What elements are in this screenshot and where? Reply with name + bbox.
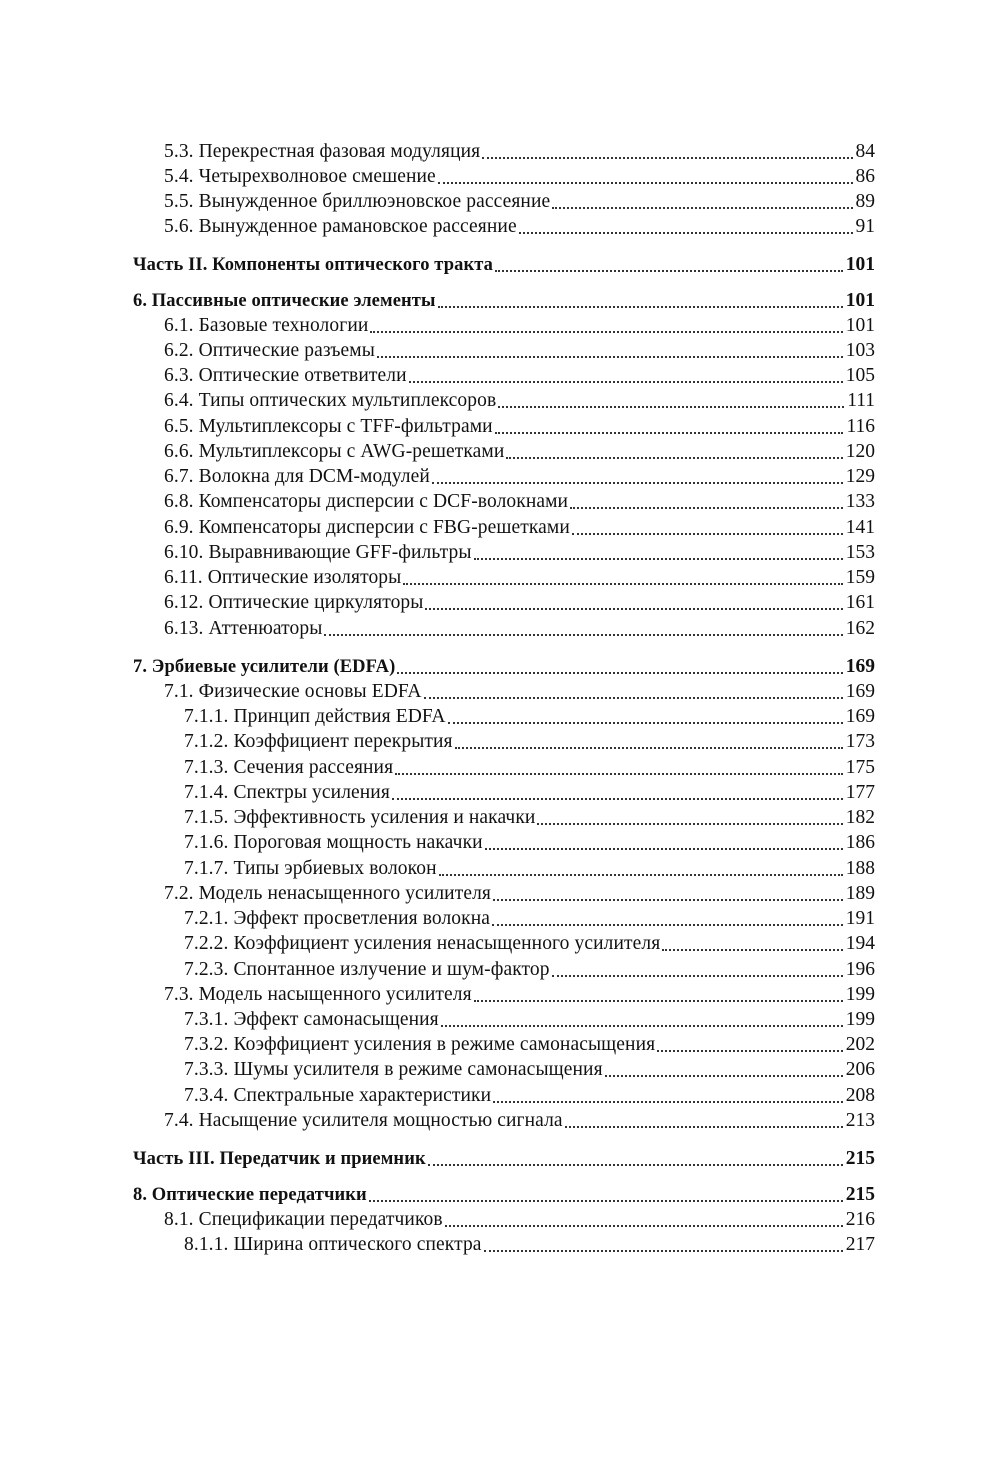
toc-entry-page: 215 [845,1148,875,1169]
toc-entry-title: 6.9. Компенсаторы дисперсии с FBG-решетками [164,517,570,538]
toc-entry-title: 5.4. Четырехволновое смешение [164,166,436,187]
toc-entry [184,932,875,956]
toc-entry-page: 91 [855,216,875,237]
toc-entry-title: 7.3.4. Спектральные характеристики [184,1085,492,1106]
toc-entry [133,253,875,277]
toc-entry-page: 86 [855,166,875,187]
toc-entry-title: 6.3. Оптические ответвители [164,365,407,386]
toc-entry-page: 101 [845,254,875,275]
toc-entry [164,339,875,363]
toc-entry [184,1233,875,1257]
toc-entry-title: 8. Оптические передатчики [133,1185,367,1205]
toc-entry-page: 162 [845,618,875,639]
dot-leader [492,924,843,926]
dot-leader [432,482,843,484]
toc-entry-title: 5.3. Перекрестная фазовая модуляция [164,141,481,162]
toc-entry-title: 7.1.2. Коэффициент перекрытия [184,731,453,752]
toc-entry-page: 129 [845,466,875,487]
toc-entry-title: 6.4. Типы оптических мультиплексоров [164,390,497,411]
toc-entry [164,490,875,514]
toc-entry [164,617,875,641]
dot-leader [657,1050,843,1052]
toc-entry-title: 6.13. Аттенюаторы [164,618,323,639]
dot-leader [448,722,843,724]
toc-entry [164,1208,875,1232]
dot-leader [395,773,843,775]
dot-leader [397,672,842,674]
dot-leader [425,608,842,610]
toc-entry-title: 6.8. Компенсаторы дисперсии с DCF-волокнами [164,491,569,512]
toc-entry-page: 194 [845,933,875,954]
toc-entry [164,983,875,1007]
toc-entry-title: 7.1.4. Спектры усиления [184,782,390,803]
toc-entry [184,857,875,881]
dot-leader [484,1250,843,1252]
toc-entry [133,655,875,679]
toc-entry [164,314,875,338]
dot-leader [498,406,844,408]
toc-entry [184,781,875,805]
toc-entry-page: 159 [845,567,875,588]
toc-entry-page: 191 [845,908,875,929]
toc-entry-page: 161 [845,592,875,613]
toc-entry-title: 7.2.3. Спонтанное излучение и шум-фактор [184,959,550,980]
dot-leader [445,1225,843,1227]
toc-entry [164,415,875,439]
toc-entry-title: 7.3.2. Коэффициент усиления в режиме самонасыщения [184,1034,656,1055]
dot-leader [403,583,842,585]
toc-entry [164,566,875,590]
toc-entry-title: 7.4. Насыщение усилителя мощностью сигнала [164,1110,563,1131]
toc-entry-page: 169 [845,681,875,702]
toc-entry-title: 6.12. Оптические циркуляторы [164,592,424,613]
dot-leader [482,157,852,159]
toc-entry-title: 7. Эрбиевые усилители (EDFA) [133,657,396,677]
toc-entry [133,1183,875,1207]
dot-leader [552,207,852,209]
toc-entry [164,440,875,464]
dot-leader [495,270,843,272]
toc-entry [133,289,875,313]
toc-entry-title: 6.5. Мультиплексоры с TFF-фильтрами [164,416,493,437]
dot-leader [369,1200,843,1202]
toc-entry-title: 7.1.7. Типы эрбиевых волокон [184,858,437,879]
toc-entry [164,215,875,239]
toc-entry-title: 7.2.2. Коэффициент усиления ненасыщенного усилителя [184,933,661,954]
dot-leader [370,331,842,333]
dot-leader [493,1101,843,1103]
toc-entry-page: 202 [845,1034,875,1055]
toc-entry [164,389,875,413]
dot-leader [455,747,843,749]
dot-leader [474,1000,843,1002]
dot-leader [441,1025,843,1027]
toc-entry-title: 6.6. Мультиплексоры с AWG-решетками [164,441,505,462]
dot-leader [572,533,843,535]
toc-entry-page: 215 [845,1184,875,1205]
dot-leader [570,507,843,509]
toc-entry-title: 6.11. Оптические изоляторы [164,567,402,588]
dot-leader [439,874,843,876]
dot-leader [324,634,842,636]
toc-entry [164,364,875,388]
toc-entry-title: 8.1. Спецификации передатчиков [164,1209,443,1230]
dot-leader [493,899,843,901]
dot-leader [438,306,843,308]
dot-leader [409,381,843,383]
toc-entry-title: 7.3.3. Шумы усилителя в режиме самонасыщения [184,1059,603,1080]
toc-entry [164,882,875,906]
dot-leader [552,975,843,977]
dot-leader [605,1075,843,1077]
toc-entry-page: 111 [847,390,875,411]
toc-entry-title: 8.1.1. Ширина оптического спектра [184,1234,482,1255]
toc-entry-page: 101 [845,290,875,311]
toc-entry-page: 199 [845,984,875,1005]
toc-entry [184,1033,875,1057]
toc-entry-page: 208 [845,1085,875,1106]
toc-entry [184,806,875,830]
toc-entry [184,907,875,931]
toc-entry-page: 120 [845,441,875,462]
dot-leader [662,949,842,951]
toc-entry-title: 6.1. Базовые технологии [164,315,369,336]
toc-entry-title: 6.2. Оптические разъемы [164,340,375,361]
toc-entry-page: 213 [845,1110,875,1131]
toc-entry [164,541,875,565]
toc-entry-title: Часть III. Передатчик и приемник [133,1149,426,1169]
toc-entry-page: 206 [845,1059,875,1080]
toc-entry-title: 7.1. Физические основы EDFA [164,681,422,702]
toc-entry-title: 6. Пассивные оптические элементы [133,291,436,311]
toc-entry-title: 7.2. Модель ненасыщенного усилителя [164,883,491,904]
toc-entry-title: 7.3.1. Эффект самонасыщения [184,1009,439,1030]
dot-leader [519,232,853,234]
toc-entry-page: 186 [845,832,875,853]
toc-entry-title: 7.1.5. Эффективность усиления и накачки [184,807,536,828]
toc-entry-page: 188 [845,858,875,879]
toc-entry-page: 141 [845,517,875,538]
toc-entry-title: 7.1.1. Принцип действия EDFA [184,706,446,727]
toc-entry-page: 169 [845,656,875,677]
dot-leader [565,1126,843,1128]
toc-entry-page: 89 [855,191,875,212]
toc-entry [164,165,875,189]
toc-entry-title: 5.6. Вынужденное рамановское рассеяние [164,216,517,237]
toc-entry [164,1109,875,1133]
toc-entry-page: 182 [845,807,875,828]
toc-entry-title: 6.10. Выравнивающие GFF-фильтры [164,542,472,563]
toc-entry [184,730,875,754]
toc-entry-page: 153 [845,542,875,563]
toc-entry-page: 175 [845,757,875,778]
toc-entry-page: 173 [845,731,875,752]
dot-leader [377,356,843,358]
toc-entry-page: 199 [845,1009,875,1030]
toc-entry-title: 7.2.1. Эффект просветления волокна [184,908,491,929]
toc-entry [184,1008,875,1032]
toc-entry-title: 7.1.3. Сечения рассеяния [184,757,394,778]
dot-leader [424,697,843,699]
dot-leader [392,798,843,800]
toc-entry-page: 105 [845,365,875,386]
dot-leader [485,848,843,850]
toc-entry-page: 101 [845,315,875,336]
toc-entry-page: 116 [846,416,875,437]
toc-entry-page: 196 [845,959,875,980]
toc-entry [184,705,875,729]
toc-entry [164,465,875,489]
dot-leader [428,1164,843,1166]
dot-leader [495,432,844,434]
toc-entry [164,516,875,540]
toc-entry-title: 7.3. Модель насыщенного усилителя [164,984,472,1005]
toc-entry-title: 7.1.6. Пороговая мощность накачки [184,832,483,853]
toc-entry-page: 133 [845,491,875,512]
toc-entry-page: 189 [845,883,875,904]
toc-entry-title: Часть II. Компоненты оптического тракта [133,255,493,275]
toc-entry [184,1058,875,1082]
toc-entry [184,831,875,855]
toc-entry [164,190,875,214]
toc-entry [184,1084,875,1108]
toc-entry-page: 169 [845,706,875,727]
toc-entry-page: 217 [845,1234,875,1255]
toc-entry [133,1147,875,1171]
toc-entry-page: 103 [845,340,875,361]
toc-entry [184,958,875,982]
toc-entry-page: 177 [845,782,875,803]
toc-entry-title: 6.7. Волокна для DCM-модулей [164,466,430,487]
toc-entry-page: 84 [855,141,875,162]
toc-entry [184,756,875,780]
toc-entry-page: 216 [845,1209,875,1230]
dot-leader [506,457,842,459]
dot-leader [537,823,842,825]
toc-entry-title: 5.5. Вынужденное бриллюэновское рассеяние [164,191,551,212]
dot-leader [474,558,843,560]
toc-entry [164,140,875,164]
toc-entry [164,591,875,615]
dot-leader [438,182,853,184]
toc-entry [164,680,875,704]
